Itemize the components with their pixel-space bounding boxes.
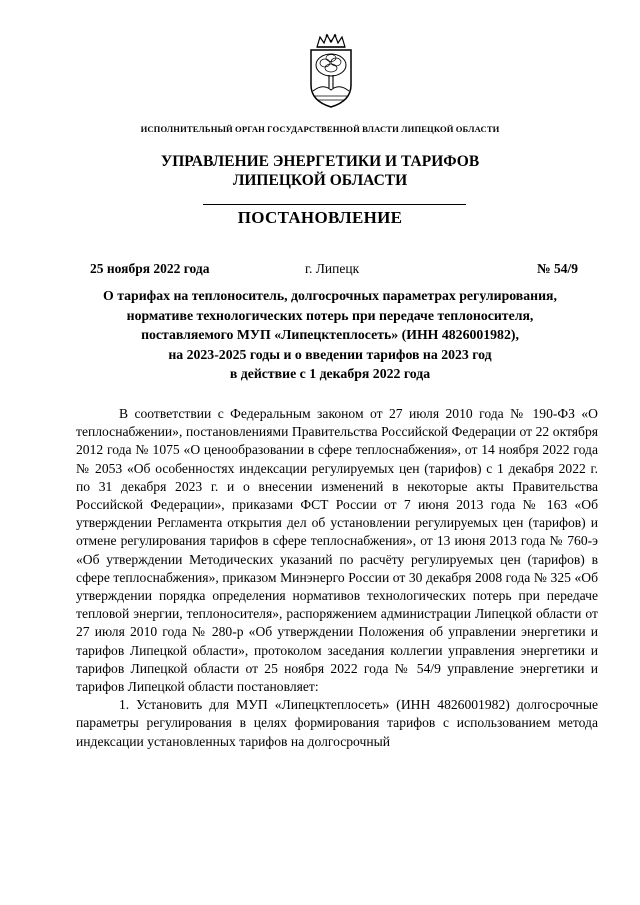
subject-line-4: на 2023-2025 годы и о введении тарифов на 2023 год [168,346,492,362]
document-number: № 54/9 [537,261,578,276]
document-subject [60,286,600,384]
document-body [76,405,598,751]
department-name-line-1: УПРАВЛЕНИЕ ЭНЕРГЕТИКИ И ТАРИФОВ [160,153,480,170]
subject-line-5: в действие с 1 декабря 2022 года [229,366,431,381]
header-divider [203,204,466,205]
department-name-line-2: ЛИПЕЦКОЙ ОБЛАСТИ [232,172,408,189]
preamble-paragraph: В соответствии с Федеральным законом от 27 июля 2010 года № 190-ФЗ «О теплоснабжении», постановлениями Правительства Российской Федерации от 22 октября 2012 года № 1075 «О ценообразовании в сфере теплоснабжения», от 14 ноября 2022 года № 2053 «Об особенностях индексации регулируемых цен (тарифов) с 1 декабря 2022 г. по 31 декабря 2023 г. и о внесении изменений в некоторые акты Правительства Российской Федерации», приказами ФСТ России от 7 июня 2013 года № 163 «Об утверждении Регламента открытия дел об установлении регулируемых цен (тарифов) и отмене регулирования тарифов в сфере теплоснабжения», от 13 июня 2013 года № 760-э «Об утверждении Методических указаний по расчёту регулируемых цен (тарифов) в сфере теплоснабжения», приказом Минэнерго России от 30 декабря 2008 года № 325 «Об утверждении порядка определения нормативов технологических потерь при передаче тепловой энергии, теплоносителя», распоряжением администрации Липецкой области от 27 июля 2010 года № 280-р «Об утверждении Положения об управлении энергетики и тарифов Липецкой области», протоколом заседания коллегии управления энергетики и тарифов Липецкой области от 25 ноября 2022 года № 54/9 управление энергетики и тарифов Липецкой области постановляет: [76,406,598,695]
subject-line-2: нормативе технологических потерь при передаче теплоносителя, [126,307,534,323]
document-type-title: ПОСТАНОВЛЕНИЕ [237,208,403,227]
document-date: 25 ноября 2022 года [90,261,210,276]
subject-line-3: поставляемого МУП «Липецктеплосеть» (ИНН 4826001982), [141,327,519,342]
department-name [0,152,640,190]
document-city: г. Липецк [305,261,360,276]
clause-1-paragraph: 1. Установить для МУП «Липецктеплосеть» (ИНН 4826001982) долгосрочные параметры регулирования в целях формирования тарифов с использованием метода индексации установленных тарифов на долгосрочный [76,697,598,749]
lipetsk-coat-of-arms-icon [305,33,357,109]
subject-line-1: О тарифах на теплоноситель, долгосрочных параметрах регулирования, [103,288,557,303]
organization-line: ИСПОЛНИТЕЛЬНЫЙ ОРГАН ГОСУДАРСТВЕННОЙ ВЛАСТИ ЛИПЕЦКОЙ ОБЛАСТИ [140,124,500,134]
